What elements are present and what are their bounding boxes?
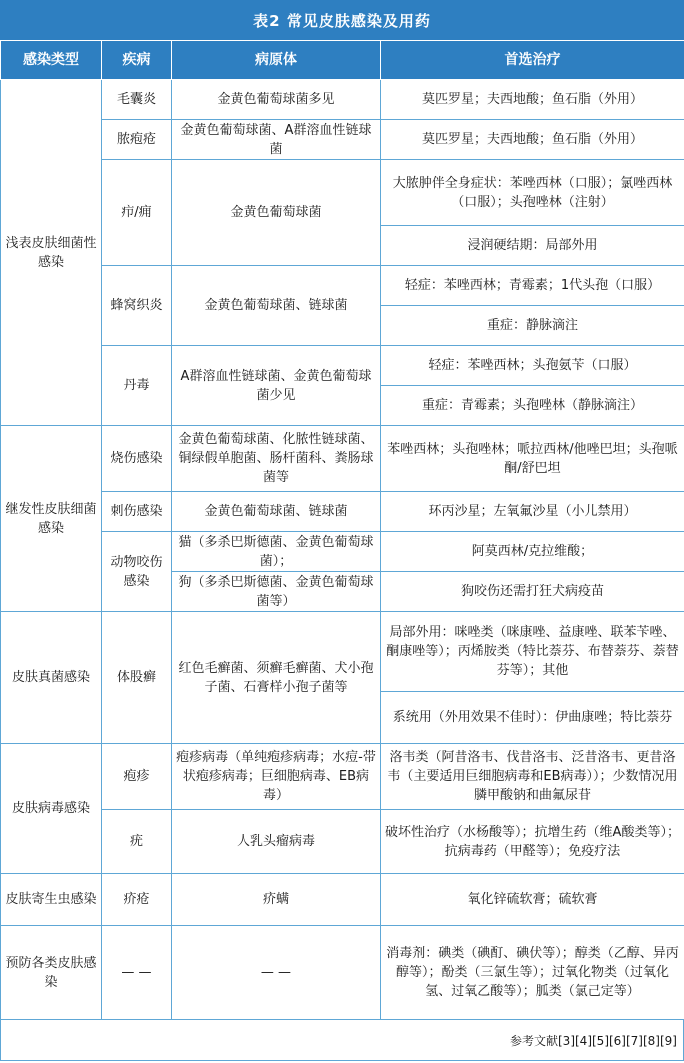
disease-cell: 疣 [102,810,172,874]
table-row [1,926,684,1020]
pathogen-cell: 金黄色葡萄球菌、链球菌 [172,492,381,532]
table-row [1,346,684,386]
category-secondary: 继发性皮肤细菌感染 [1,426,102,612]
disease-cell: 烧伤感染 [102,426,172,492]
treatment-cell: 环丙沙星；左氧氟沙星（小儿禁用） [381,492,684,532]
table-title: 表2 常见皮肤感染及用药 [0,0,684,40]
treatment-cell: 大脓肿伴全身症状：苯唑西林（口服）；氯唑西林（口服）；头孢唑林（注射） [381,160,684,226]
pathogen-cell: 人乳头瘤病毒 [172,810,381,874]
treatment-cell: 破坏性治疗（水杨酸等）；抗增生药（维A酸类等）；抗病毒药（甲醛等）；免疫疗法 [381,810,684,874]
disease-cell: 体股癣 [102,612,172,744]
pathogen-cell: 金黄色葡萄球菌、A群溶血性链球菌 [172,120,381,160]
treatment-cell: 莫匹罗星；夫西地酸；鱼石脂（外用） [381,80,684,120]
pathogen-cell: 猫（多杀巴斯德菌、金黄色葡萄球菌）； [172,532,381,572]
header-pathogen: 病原体 [172,41,381,80]
header-disease: 疾病 [102,41,172,80]
infection-table [0,40,684,1020]
disease-cell: 蜂窝织炎 [102,266,172,346]
category-parasitic: 皮肤寄生虫感染 [1,874,102,926]
disease-cell: 丹毒 [102,346,172,426]
disease-cell: 疥疮 [102,874,172,926]
table-row [1,874,684,926]
disease-cell: 脓疱疮 [102,120,172,160]
header-treatment: 首选治疗 [381,41,684,80]
pathogen-cell: 金黄色葡萄球菌多见 [172,80,381,120]
pathogen-cell: 疱疹病毒（单纯疱疹病毒；水痘-带状疱疹病毒；巨细胞病毒、EB病毒） [172,744,381,810]
table-row [1,612,684,692]
header-row [1,41,684,80]
treatment-cell: 浸润硬结期：局部外用 [381,226,684,266]
table-row [1,120,684,160]
disease-cell: 疖/痈 [102,160,172,266]
treatment-cell: 狗咬伤还需打狂犬病疫苗 [381,572,684,612]
disease-cell: 动物咬伤感染 [102,532,172,612]
treatment-cell: 系统用（外用效果不佳时）：伊曲康唑；特比萘芬 [381,692,684,744]
category-prevention: 预防各类皮肤感染 [1,926,102,1020]
table-row [1,744,684,810]
table-row [1,80,684,120]
table-row [1,532,684,572]
category-viral: 皮肤病毒感染 [1,744,102,874]
references-note: 参考文献[3][4][5][6][7][8][9] [0,1020,684,1061]
pathogen-cell: 狗（多杀巴斯德菌、金黄色葡萄球菌等） [172,572,381,612]
table-row [1,426,684,492]
treatment-cell: 洛韦类（阿昔洛韦、伐昔洛韦、泛昔洛韦、更昔洛韦（主要适用巨细胞病毒和EB病毒））；少数情况用膦甲酸钠和曲氟尿苷 [381,744,684,810]
treatment-cell: 重症：青霉素；头孢唑林（静脉滴注） [381,386,684,426]
treatment-cell: 重症：静脉滴注 [381,306,684,346]
treatment-cell: 局部外用：咪唑类（咪康唑、益康唑、联苯苄唑、酮康唑等）；丙烯胺类（特比萘芬、布替萘芬、萘替芬等）；其他 [381,612,684,692]
disease-cell: — — [102,926,172,1020]
pathogen-cell: — — [172,926,381,1020]
category-superficial: 浅表皮肤细菌性感染 [1,80,102,426]
table-row [1,160,684,226]
disease-cell: 毛囊炎 [102,80,172,120]
pathogen-cell: 金黄色葡萄球菌、化脓性链球菌、铜绿假单胞菌、肠杆菌科、粪肠球菌等 [172,426,381,492]
treatment-cell: 轻症：苯唑西林；青霉素；1代头孢（口服） [381,266,684,306]
pathogen-cell: 红色毛癣菌、须癣毛癣菌、犬小孢子菌、石膏样小孢子菌等 [172,612,381,744]
pathogen-cell: A群溶血性链球菌、金黄色葡萄球菌少见 [172,346,381,426]
disease-cell: 刺伤感染 [102,492,172,532]
treatment-cell: 轻症：苯唑西林；头孢氨苄（口服） [381,346,684,386]
table-row [1,492,684,532]
pathogen-cell: 金黄色葡萄球菌、链球菌 [172,266,381,346]
treatment-cell: 苯唑西林；头孢唑林；哌拉西林/他唑巴坦；头孢哌酮/舒巴坦 [381,426,684,492]
category-fungal: 皮肤真菌感染 [1,612,102,744]
table-row [1,810,684,874]
treatment-cell: 阿莫西林/克拉维酸； [381,532,684,572]
table-row [1,266,684,306]
disease-cell: 疱疹 [102,744,172,810]
pathogen-cell: 疥螨 [172,874,381,926]
header-infection-type: 感染类型 [1,41,102,80]
treatment-cell: 氧化锌硫软膏；硫软膏 [381,874,684,926]
treatment-cell: 消毒剂：碘类（碘酊、碘伏等）；醇类（乙醇、异丙醇等）；酚类（三氯生等）；过氧化物类（过氧化氢、过氧乙酸等）；胍类（氯己定等） [381,926,684,1020]
treatment-cell: 莫匹罗星；夫西地酸；鱼石脂（外用） [381,120,684,160]
pathogen-cell: 金黄色葡萄球菌 [172,160,381,266]
